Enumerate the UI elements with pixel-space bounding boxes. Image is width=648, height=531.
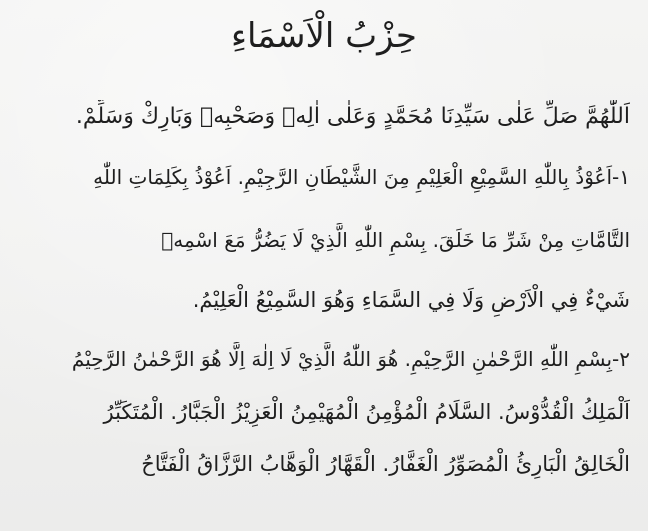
text-line-salawat: اَللّٰهُمَّ صَلِّ عَلٰى سَيِّدِنَا مُحَمَّدٍ وَعَلٰى اٰلِهٖ وَصَحْبِهٖ وَبَارِكْ وَسَلِّمْ. xyxy=(75,104,630,129)
text-line-2: التَّامَّاتِ مِنْ شَرِّ مَا خَلَقَ. بِسْمِ اللّٰهِ الَّذِيْ لَا يَضُرُّ مَعَ اسْمِهٖ xyxy=(161,228,630,252)
text-line-6: الْخَالِقُ الْبَارِئُ الْمُصَوِّرُ الْغَفَّارُ. الْقَهَّارُ الْوَهَّابُ الرَّزَّاقُ الْفَتَّاحُ xyxy=(141,452,630,476)
text-line-4: ٢-بِسْمِ اللّٰهِ الرَّحْمٰنِ الرَّحِيْمِ. هُوَ اللّٰهُ الَّذِيْ لَا اِلٰهَ اِلَّا هُوَ الرَّحْمٰنُ الرَّحِيْمُ xyxy=(71,347,630,371)
text-line-1: ١-اَعُوْذُ بِاللّٰهِ السَّمِيْعِ الْعَلِيْمِ مِنَ الشَّيْطَانِ الرَّجِيْمِ. اَعُوْذُ بِكَلِمَاتِ اللّٰهِ xyxy=(93,165,630,189)
document-title: حِزْبُ الْاَسْمَاءِ xyxy=(231,16,417,56)
text-line-3: شَيْءٌ فِي الْاَرْضِ وَلَا فِي السَّمَاءِ وَهُوَ السَّمِيْعُ الْعَلِيْمُ. xyxy=(192,288,630,312)
text-line-5: اَلْمَلِكُ الْقُدُّوْسُ. السَّلَامُ الْمُؤْمِنُ الْمُهَيْمِنُ الْعَزِيْزُ الْجَبَّارُ. الْمُتَكَبِّرُ xyxy=(103,400,630,424)
